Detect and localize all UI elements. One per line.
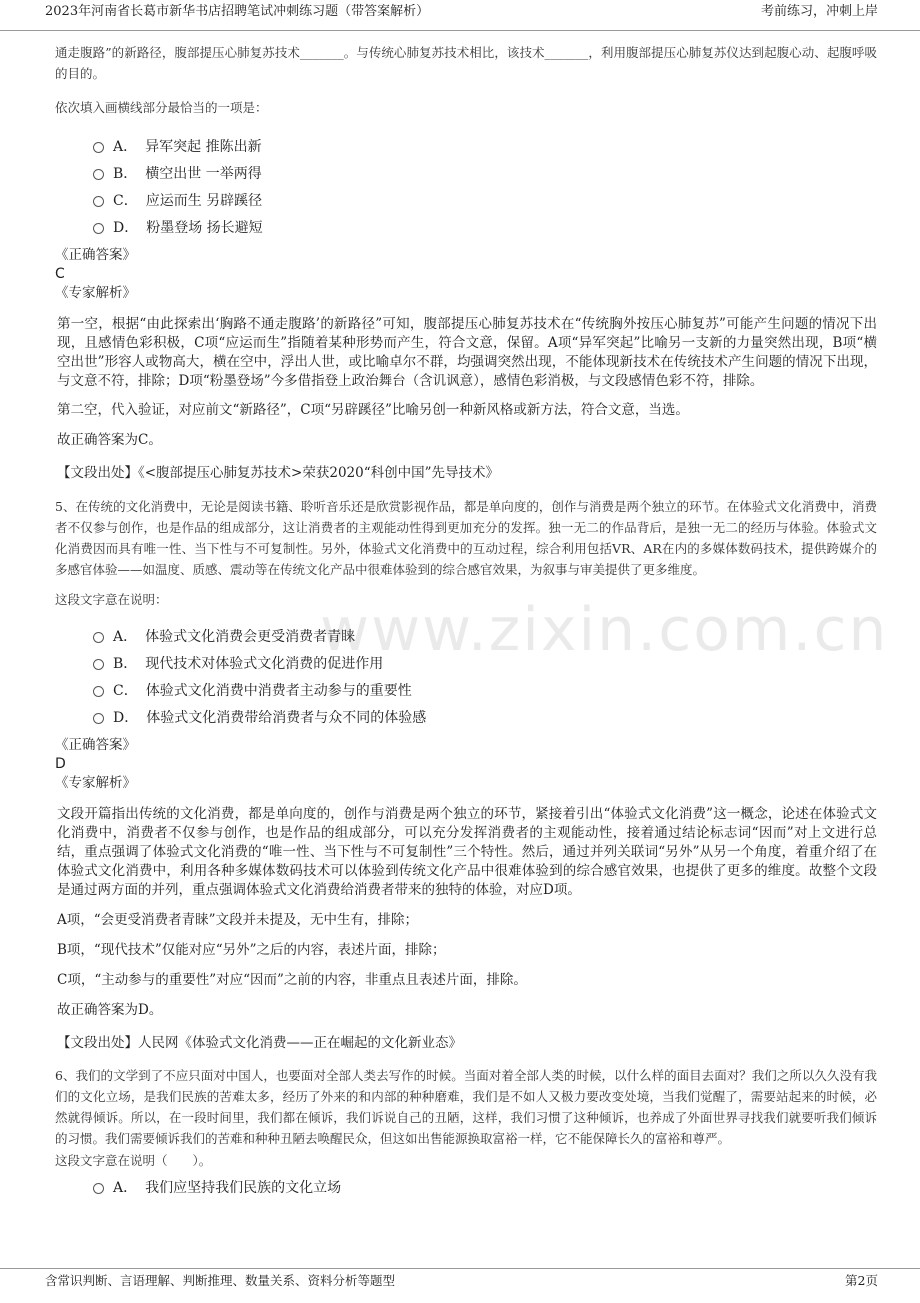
option-text: 我们应坚持我们民族的文化立场 [145,1179,342,1196]
option-letter: C． [113,192,138,209]
option-letter: B． [113,655,138,672]
analysis-conclusion: 故正确答案为D。 [57,1002,163,1018]
analysis-label: 《专家解析》 [55,775,136,791]
option-c[interactable] [93,676,877,703]
option-a[interactable] [93,132,877,159]
footer-description: 含常识判断、言语理解、判断推理、数量关系、资料分析等题型 [45,1273,396,1288]
option-text: 体验式文化消费会更受消费者青睐 [145,628,356,645]
option-b[interactable] [93,649,877,676]
option-a[interactable] [93,1173,877,1200]
option-letter: D． [113,709,139,726]
option-letter: C． [113,682,138,699]
answer-label: 《正确答案》 [55,737,136,753]
header-slogan: 考前练习，冲刺上岸 [760,4,878,19]
document-title: 2023年河南省长葛市新华书店招聘笔试冲刺练习题（带答案解析） [45,4,430,19]
radio-icon[interactable] [93,713,104,724]
question-4 [55,42,877,483]
radio-icon[interactable] [93,142,104,153]
option-letter: D． [113,219,139,236]
option-text: 粉墨登场 扬长避短 [146,219,263,236]
option-letter: A． [113,1179,138,1196]
page-header [0,0,920,31]
option-letter: B． [113,165,138,182]
page-footer [0,1268,920,1303]
option-list [93,1173,877,1200]
radio-icon[interactable] [93,169,104,180]
option-letter: A． [113,138,138,155]
option-b[interactable] [93,159,877,186]
option-c[interactable] [93,186,877,213]
option-a[interactable] [93,622,877,649]
option-text: 体验式文化消费中消费者主动参与的重要性 [145,682,412,699]
source-citation: 【文段出处】《<腹部提压心肺复苏技术>荣获2020“科创中国”先导技术》 [57,465,500,481]
answer-label: 《正确答案》 [55,247,136,263]
question-prompt: 依次填入画横线部分最恰当的一项是： [55,100,268,115]
option-text: 异军突起 推陈出新 [145,138,262,155]
option-d[interactable] [93,703,877,730]
analysis-label: 《专家解析》 [55,285,136,301]
analysis-paragraph: A项，“会更受消费者青睐”文段并未提及，无中生有，排除； [57,912,419,928]
option-text: 横空出世 一举两得 [145,165,262,182]
option-letter: A． [113,628,138,645]
analysis-paragraph: 第一空，根据“由此探索出‘胸路不通走腹路’的新路径”可知，腹部提压心肺复苏技术在“传统胸外按压心肺复苏”可能产生问题的情况下出现，且感情色彩积极，C项“应运而生”指随着某种形势而产生，符合文意，保留。A项“异军突起”比喻另一支新的力量突然出现，B项“横空出世”形容人或物高大，横在空中，浮出人世，或比喻卓尔不群，均强调突然出现，不能体现新技术在传统技术产生问题的情况下出现，与文意不符，排除；D项“粉墨登场”今多借指登上政治舞台（含讥讽意），感情色彩消极，与文段感情色彩不符，排除。 [57,316,877,389]
analysis-paragraph: 文段开篇指出传统的文化消费，都是单向度的，创作与消费是两个独立的环节，紧接着引出“体验式文化消费”这一概念，论述在体验式文化消费中，消费者不仅参与创作，也是作品的组成部分，可以充分发挥消费者的主观能动性，接着通过结论标志词“因而”对上文进行总结，重点强调了体验式文化消费的“唯一性、当下性与不可复制性”三个特性。然后，通过并列关联词“另外”从另一个角度，着重介绍了在体验式文化消费中，利用各种多媒体数码技术可以体验到传统文化产品中很难体验到的综合感官效果，也提供了更多的维度。故整个文段是通过两方面的并列，重点强调体验式文化消费给消费者带来的独特的体验，对应D项。 [57,806,877,898]
document-content [55,42,877,1200]
question-prompt: 这段文字意在说明： [55,592,168,607]
page-number: 第2页 [845,1273,878,1288]
radio-icon[interactable] [93,632,104,643]
analysis-paragraph: B项，“现代技术”仅能对应“另外”之后的内容，表述片面，排除； [57,942,446,958]
option-text: 现代技术对体验式文化消费的促进作用 [145,655,384,672]
option-d[interactable] [93,213,877,240]
radio-icon[interactable] [93,1183,104,1194]
option-text: 体验式文化消费带给消费者与众不同的体验感 [146,709,427,726]
radio-icon[interactable] [93,223,104,234]
option-text: 应运而生 另辟蹊径 [145,192,263,209]
question-stem: 5、在传统的文化消费中，无论是阅读书籍、聆听音乐还是欣赏影视作品，都是单向度的，创作与消费是两个独立的环节。在体验式文化消费中，消费者不仅参与创作，也是作品的组成部分，这让消费者的主观能动性得到更加充分的发挥。独一无二的作品背后，是独一无二的经历与体验。体验式文化消费因而具有唯一性、当下性与不可复制性。另外，体验式文化消费中的互动过程，综合利用包括VR、AR在内的多媒体数码技术，提供跨媒介的多感官体验——如温度、质感、震动等在传统文化产品中很难体验到的综合感官效果，为叙事与审美提供了更多维度。 [55,499,877,577]
radio-icon[interactable] [93,686,104,697]
radio-icon[interactable] [93,196,104,207]
question-5 [55,496,877,1053]
option-list [93,622,877,730]
source-citation: 【文段出处】人民网《体验式文化消费——正在崛起的文化新业态》 [57,1035,462,1051]
radio-icon[interactable] [93,659,104,670]
question-stem: 6、我们的文学到了不应只面对中国人，也要面对全部人类去写作的时候。当面对着全部人类的时候，以什么样的面目去面对？我们之所以久久没有我们的文化立场，是我们民族的苦难太多，经历了外来的和内部的种种磨难，我们是不如人又极力要改变处境，当我们觉醒了，需要站起来的时候，必然就得倾诉。所以，在一段时间里，我们都在倾诉，我们诉说自己的丑陋，这样，我们习惯了这种倾诉，也养成了外面世界寻找我们就要听我们倾诉的习惯。我们需要倾诉我们的苦难和种种丑陋去唤醒民众，但这如出售能源换取富裕一样，它不能保障长久的富裕和尊严。 [55,1068,877,1146]
question-prompt: 这段文字意在说明（ ）。 [55,1153,212,1168]
option-list [93,132,877,240]
question-6 [55,1065,877,1200]
watermark: www.zixin.com.cn [320,595,889,665]
question-stem: 通走腹路”的新路径，腹部提压心肺复苏技术_______。与传统心肺复苏技术相比，该技术_______，利用腹部提压心肺复苏仪达到起腹心动、起腹呼吸的目的。 [55,45,877,81]
answer-value: C [55,266,65,282]
analysis-paragraph: 第二空，代入验证，对应前文“新路径”，C项“另辟蹊径”比喻另创一种新风格或新方法，符合文意，当选。 [57,402,689,418]
analysis-paragraph: C项，“主动参与的重要性”对应“因而”之前的内容，非重点且表述片面，排除。 [57,972,527,988]
answer-value: D [55,756,66,772]
analysis-conclusion: 故正确答案为C。 [57,432,162,448]
